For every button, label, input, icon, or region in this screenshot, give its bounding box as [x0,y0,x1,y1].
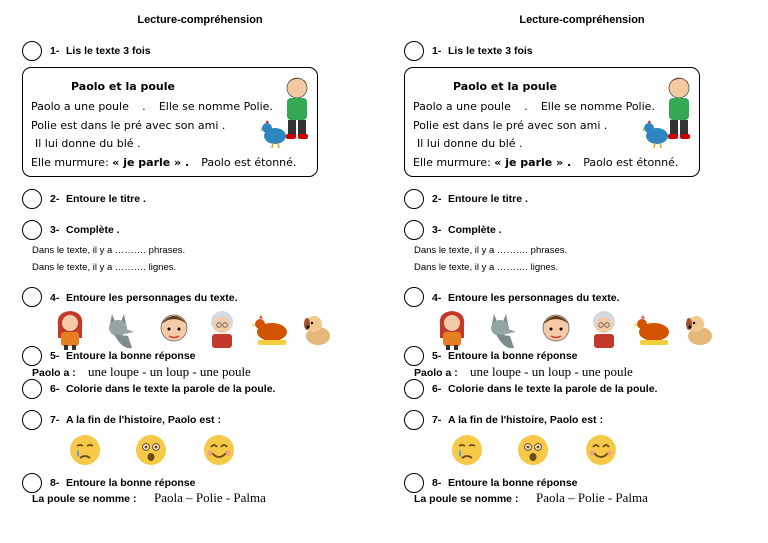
q5-label: Paolo a : [32,367,76,379]
q8-label: La poule se nomme : [32,493,137,505]
answer-circle-2[interactable] [22,189,42,209]
story-line-4: Elle murmure: « je parle » . Paolo est étonné. [413,156,679,169]
grandmother-picture[interactable] [202,308,242,350]
astonished-face-emoji[interactable] [134,433,168,467]
answer-circle-1[interactable] [22,41,42,61]
story-box [404,67,700,177]
q3-line-2: Dans le texte, il y a ………. lignes. [414,262,559,273]
answer-circle-4[interactable] [22,287,42,307]
hen-picture[interactable] [634,308,674,350]
answer-circle-6[interactable] [404,379,424,399]
answer-circle-5[interactable] [22,346,42,366]
question-4: 4- Entoure les personnages du texte. [50,292,238,304]
answer-circle-3[interactable] [22,220,42,240]
answer-circle-8[interactable] [22,473,42,493]
question-2: 2- Entoure le titre . [50,193,146,205]
grandmother-picture[interactable] [584,308,624,350]
answer-circle-2[interactable] [404,189,424,209]
question-6: 6- Colorie dans le texte la parole de la poule. [50,383,276,395]
question-7: 7- A la fin de l'histoire, Paolo est : [50,414,221,426]
worksheet-left [20,0,380,543]
hen-illustration [261,120,291,148]
answer-circle-7[interactable] [22,410,42,430]
answer-circle-5[interactable] [404,346,424,366]
worksheet-title: Lecture-compréhension [137,14,263,26]
q8-label: La poule se nomme : [414,493,519,505]
story-title: Paolo et la poule [453,80,557,93]
question-1: 1- Lis le texte 3 fois [432,45,533,57]
answer-circle-7[interactable] [404,410,424,430]
story-line-3: Il lui donne du blé . [417,137,523,150]
q3-line-1: Dans le texte, il y a ………. phrases. [32,245,186,256]
story-line-3: Il lui donne du blé . [35,137,141,150]
question-3: 3- Complète . [432,224,502,236]
sad-face-emoji[interactable] [68,433,102,467]
girl-picture[interactable] [50,308,90,350]
question-3: 3- Complète . [50,224,120,236]
dog-picture[interactable] [298,308,338,350]
answer-circle-8[interactable] [404,473,424,493]
question-2: 2- Entoure le titre . [432,193,528,205]
answer-circle-4[interactable] [404,287,424,307]
wolf-picture[interactable] [484,308,524,350]
story-line-4: Elle murmure: « je parle » . Paolo est étonné. [31,156,297,169]
question-1: 1- Lis le texte 3 fois [50,45,151,57]
question-8: 8- Entoure la bonne réponse [432,477,578,489]
story-line-2: Polie est dans le pré avec son ami . [31,119,226,132]
answer-circle-1[interactable] [404,41,424,61]
story-title: Paolo et la poule [71,80,175,93]
worksheet-title: Lecture-compréhension [519,14,645,26]
story-box [22,67,318,177]
q8-choices[interactable]: Paola – Polie - Palma [154,490,266,505]
question-6: 6- Colorie dans le texte la parole de la poule. [432,383,658,395]
q5-choices[interactable]: une loupe - un loup - une poule [470,364,633,379]
happy-face-emoji[interactable] [202,433,236,467]
dog-picture[interactable] [680,308,720,350]
hen-illustration [643,120,673,148]
answer-circle-3[interactable] [404,220,424,240]
astonished-face-emoji[interactable] [516,433,550,467]
q3-line-2: Dans le texte, il y a ………. lignes. [32,262,177,273]
happy-face-emoji[interactable] [584,433,618,467]
question-7: 7- A la fin de l'histoire, Paolo est : [432,414,603,426]
q8-choices[interactable]: Paola – Polie - Palma [536,490,648,505]
boy-picture[interactable] [154,308,194,350]
story-line-1: Paolo a une poule . Elle se nomme Polie. [413,100,655,113]
q5-label: Paolo a : [414,367,458,379]
worksheet-right [402,0,762,543]
sad-face-emoji[interactable] [450,433,484,467]
question-8: 8- Entoure la bonne réponse [50,477,196,489]
hen-picture[interactable] [252,308,292,350]
answer-circle-6[interactable] [22,379,42,399]
q5-choices[interactable]: une loupe - un loup - une poule [88,364,251,379]
wolf-picture[interactable] [102,308,142,350]
girl-picture[interactable] [432,308,472,350]
question-5: 5- Entoure la bonne réponse [432,350,578,362]
boy-picture[interactable] [536,308,576,350]
question-4: 4- Entoure les personnages du texte. [432,292,620,304]
story-line-2: Polie est dans le pré avec son ami . [413,119,608,132]
q3-line-1: Dans le texte, il y a ………. phrases. [414,245,568,256]
story-line-1: Paolo a une poule . Elle se nomme Polie. [31,100,273,113]
question-5: 5- Entoure la bonne réponse [50,350,196,362]
